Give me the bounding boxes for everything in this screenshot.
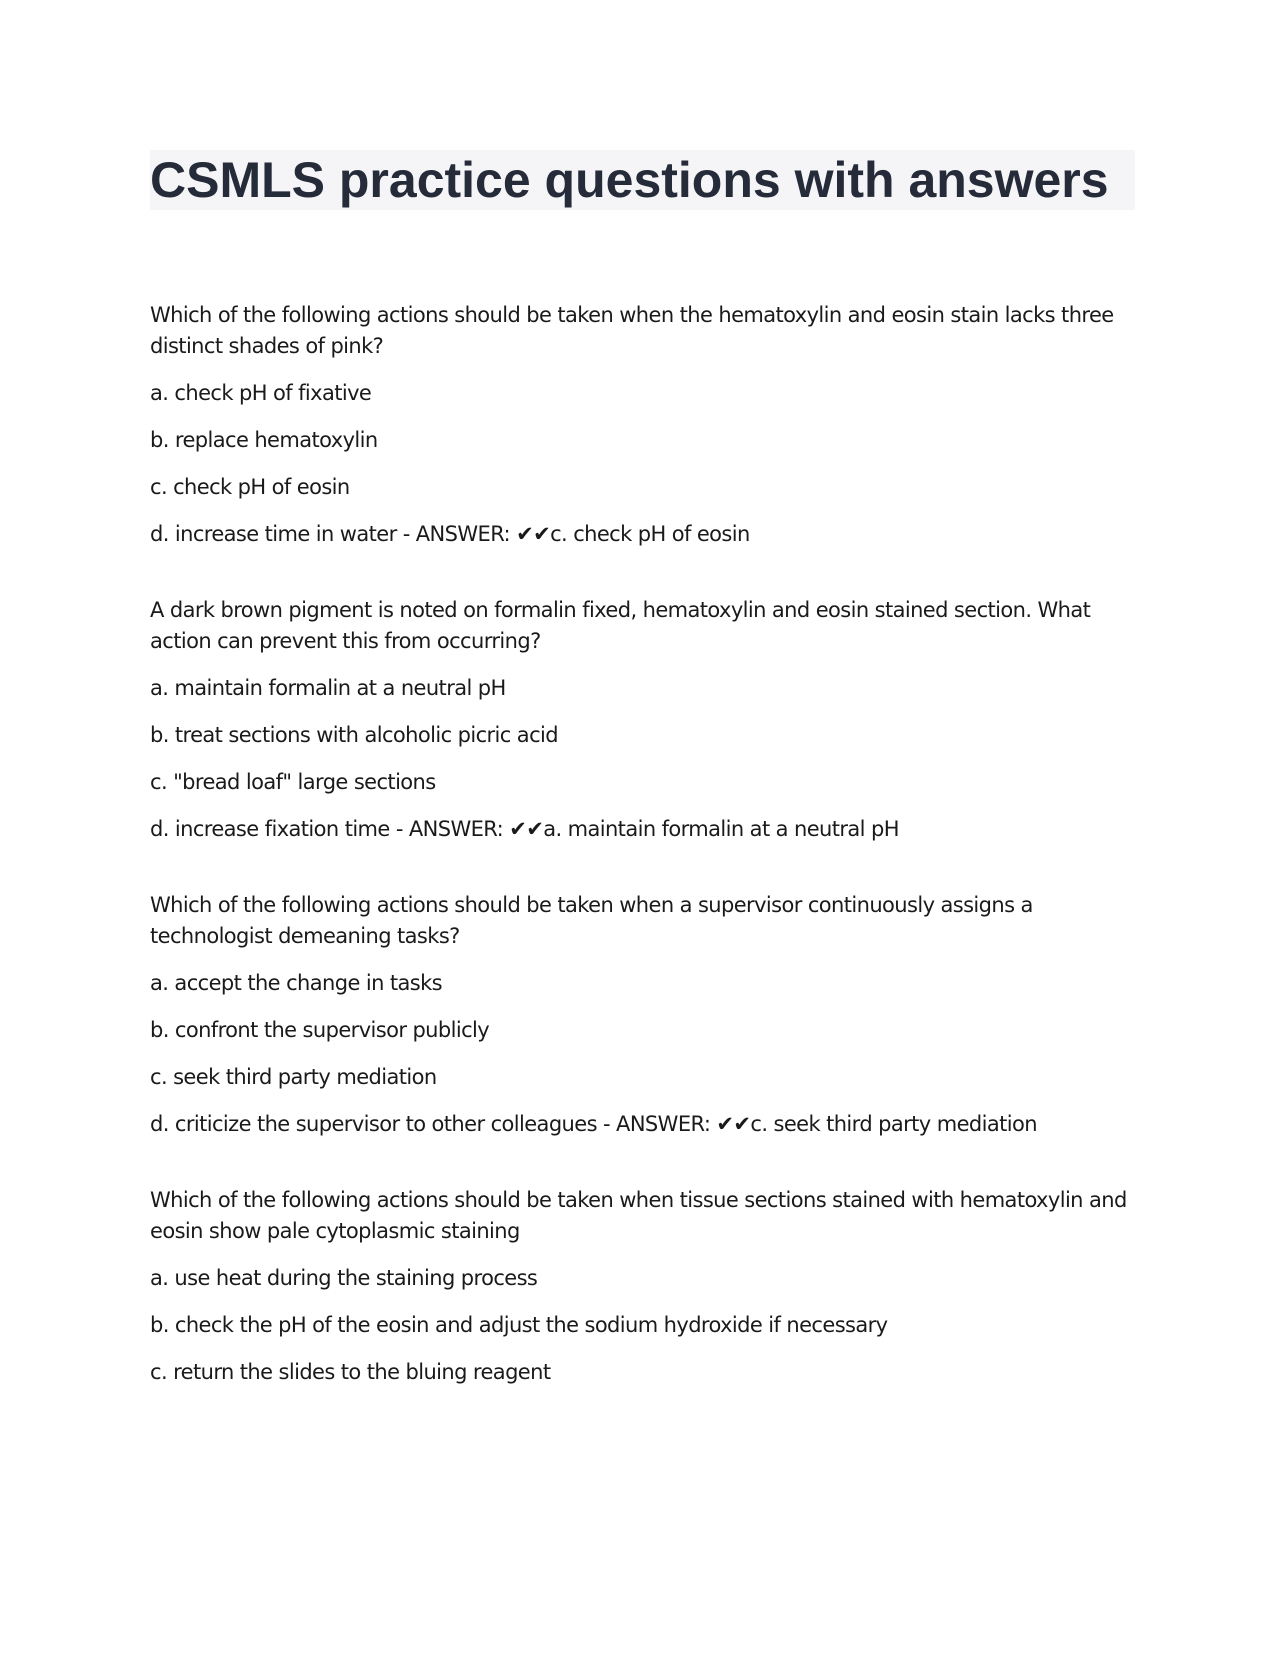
- question-block: [150, 300, 1135, 550]
- question-text: Which of the following actions should be taken when the hematoxylin and eosin stain lacks three distinct shades of pink?: [150, 303, 1114, 358]
- document-page: [150, 0, 1135, 1656]
- answer-option: b. treat sections with alcoholic picric acid: [150, 723, 558, 747]
- question-block: [150, 890, 1135, 1140]
- answer-option: c. check pH of eosin: [150, 475, 350, 499]
- answer-option: a. maintain formalin at a neutral pH: [150, 676, 506, 700]
- question-text: Which of the following actions should be taken when a supervisor continuously assigns a technologist demeaning tasks?: [150, 893, 1033, 948]
- answer-option: a. use heat during the staining process: [150, 1266, 538, 1290]
- answer-option: c. "bread loaf" large sections: [150, 770, 436, 794]
- question-block: [150, 595, 1135, 845]
- question-text: A dark brown pigment is noted on formalin fixed, hematoxylin and eosin stained section. What action can prevent this from occurring?: [150, 598, 1091, 653]
- answer-option-with-answer: d. criticize the supervisor to other colleagues - ANSWER: ✔✔c. seek third party mediation: [150, 1112, 1037, 1136]
- answer-option: a. check pH of fixative: [150, 381, 372, 405]
- answer-option: a. accept the change in tasks: [150, 971, 443, 995]
- document-title: CSMLS practice questions with answers: [150, 152, 1109, 208]
- question-text: Which of the following actions should be taken when tissue sections stained with hematoxylin and eosin show pale cytoplasmic staining: [150, 1188, 1127, 1243]
- answer-option: b. confront the supervisor publicly: [150, 1018, 490, 1042]
- title-highlight: [150, 150, 1135, 210]
- answer-option: c. seek third party mediation: [150, 1065, 437, 1089]
- answer-option-with-answer: d. increase time in water - ANSWER: ✔✔c. check pH of eosin: [150, 522, 750, 546]
- answer-option: b. replace hematoxylin: [150, 428, 378, 452]
- answer-option: c. return the slides to the bluing reagent: [150, 1360, 551, 1384]
- answer-option-with-answer: d. increase fixation time - ANSWER: ✔✔a. maintain formalin at a neutral pH: [150, 817, 899, 841]
- question-list: [150, 300, 1135, 1433]
- question-block: [150, 1185, 1135, 1388]
- answer-option: b. check the pH of the eosin and adjust the sodium hydroxide if necessary: [150, 1313, 888, 1337]
